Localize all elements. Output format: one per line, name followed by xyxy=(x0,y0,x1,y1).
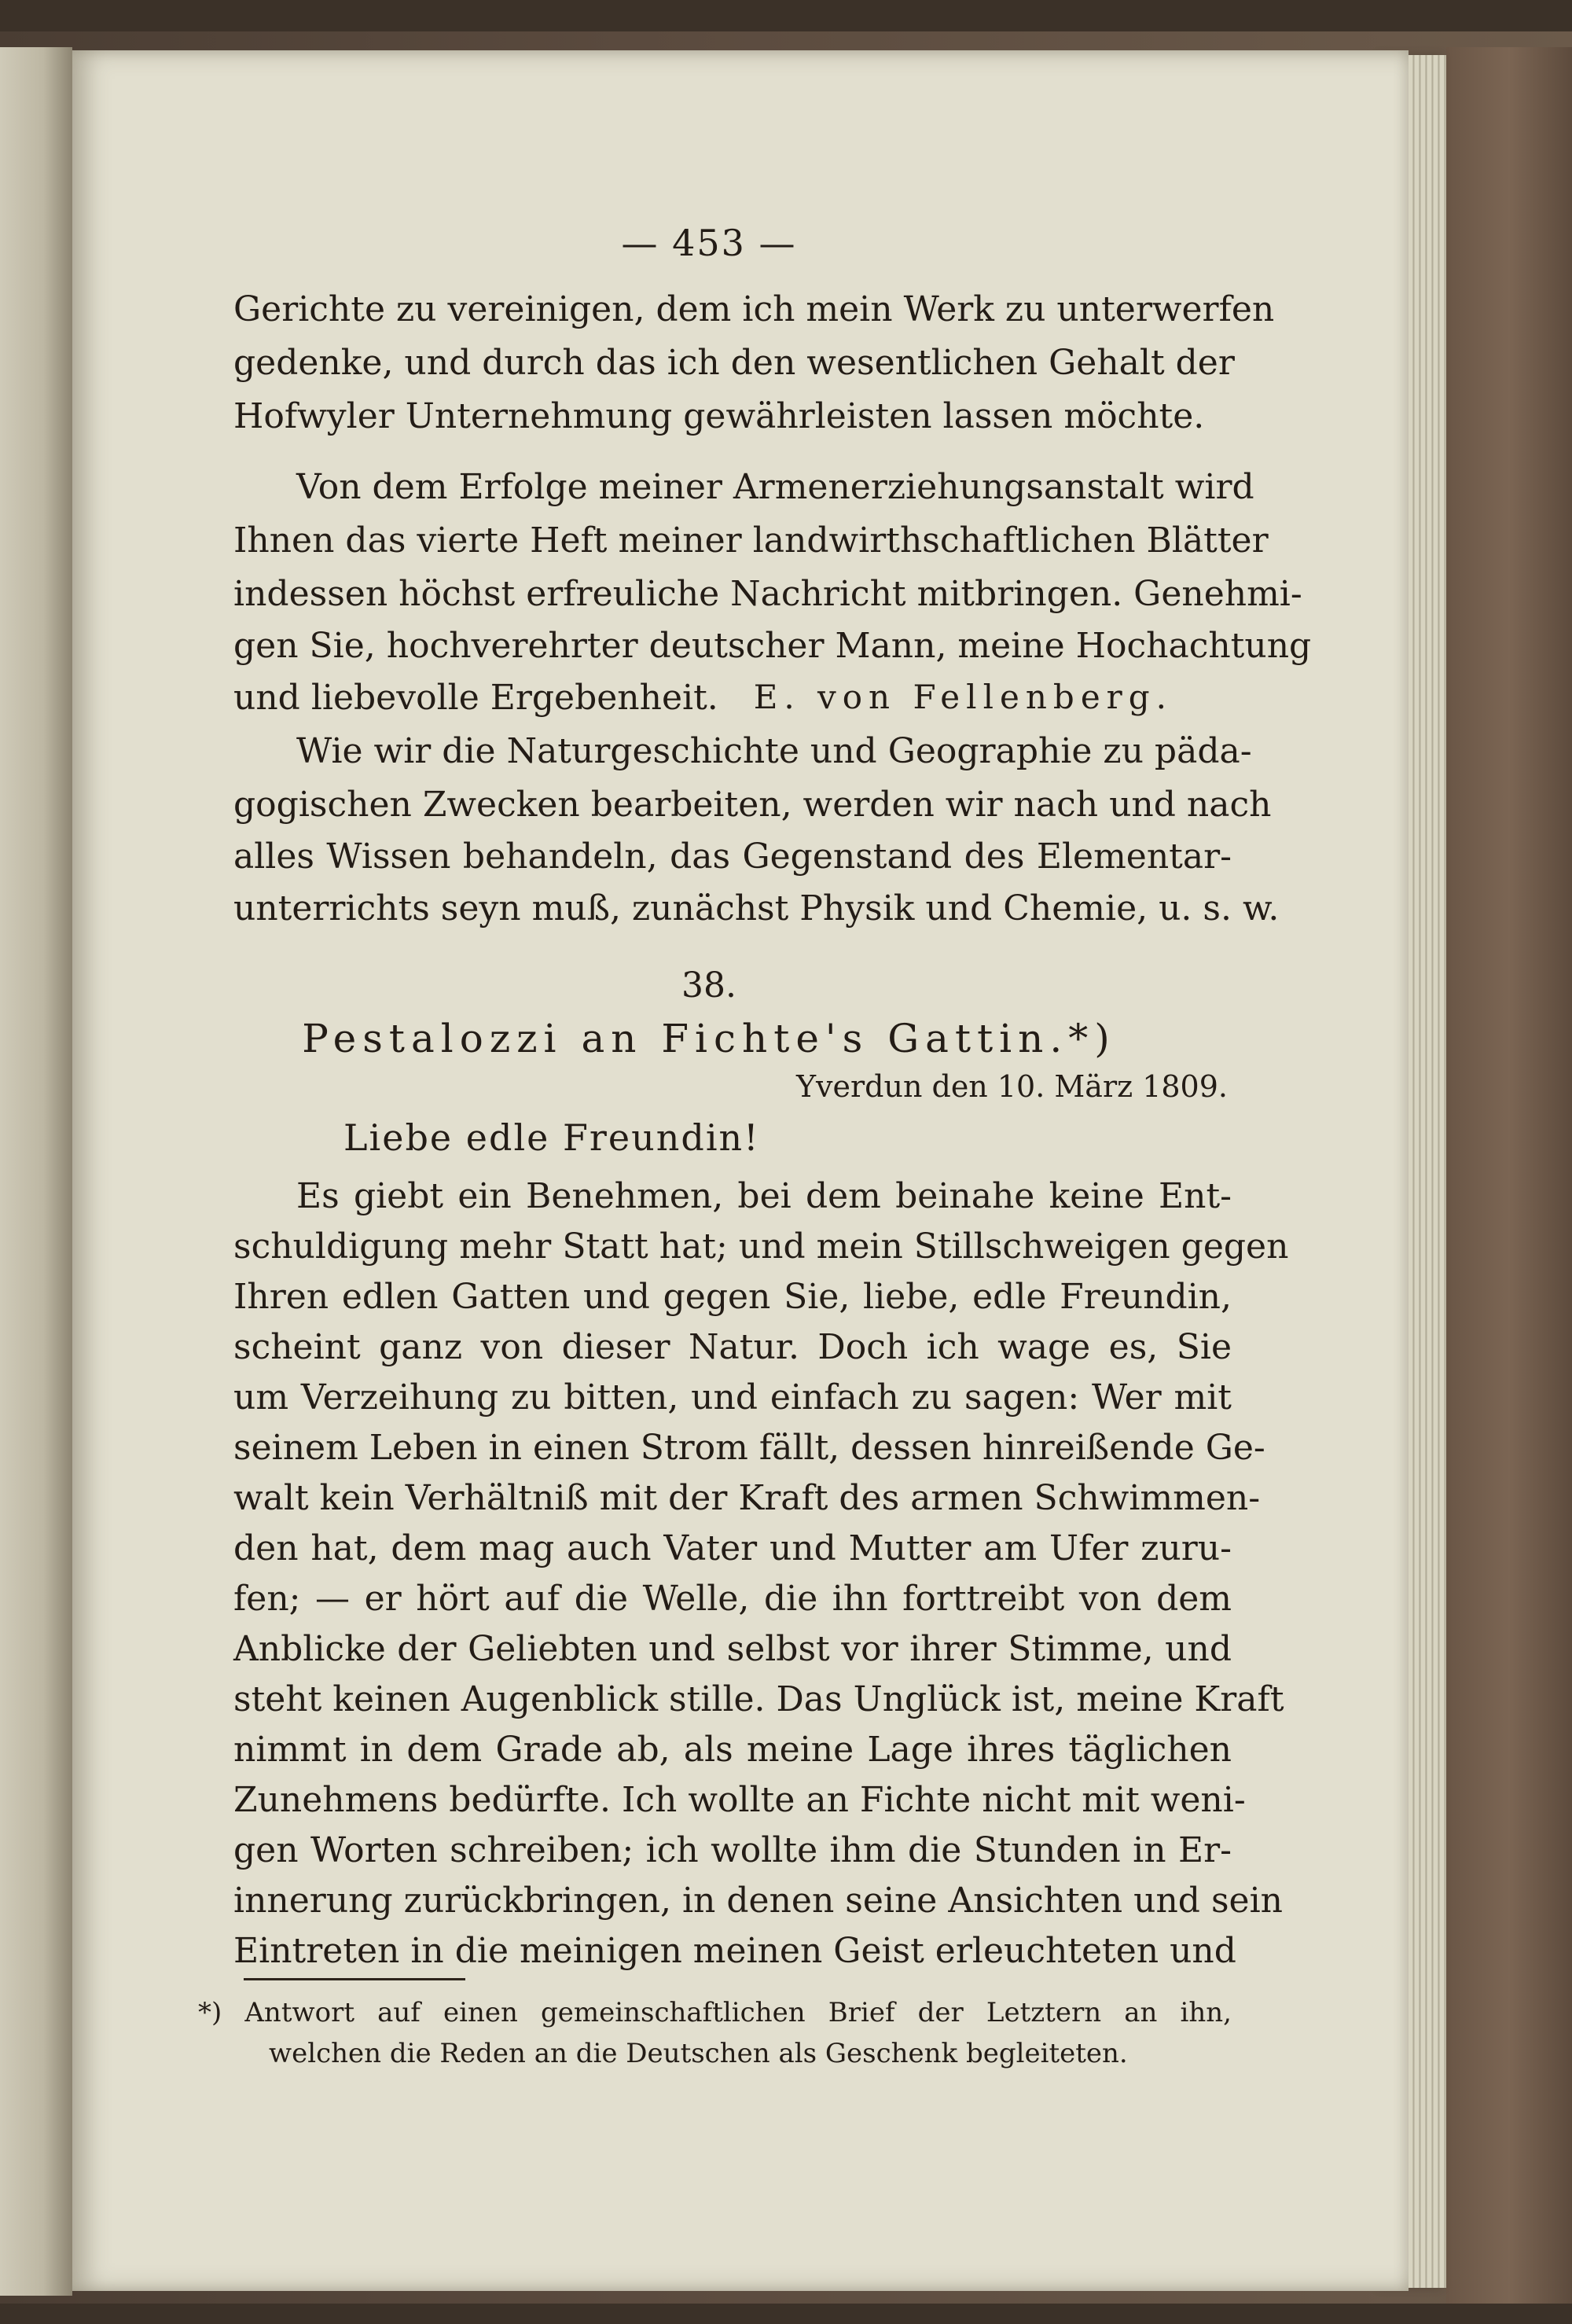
text-line: Ihren edlen Gatten und gegen Sie, liebe, edle Freundin, xyxy=(233,1277,1232,1317)
signature: E. von Fellenberg. xyxy=(753,678,1173,716)
book-cover-right xyxy=(1446,47,1572,2304)
text-line: nimmt in dem Grade ab, als meine Lage ihres täglichen xyxy=(233,1730,1232,1770)
text-line: und liebevolle Ergebenheit. xyxy=(233,678,718,718)
text-line: schuldigung mehr Statt hat; und mein Stillschweigen gegen xyxy=(233,1226,1289,1267)
dateline: Yverdun den 10. März 1809. xyxy=(795,1069,1228,1104)
footnote-line: *) Antwort auf einen gemeinschaftlichen Brief der Letztern an ihn, xyxy=(198,1997,1232,2028)
book-gutter xyxy=(0,47,72,2296)
text-line: innerung zurückbringen, in denen seine Ansichten und sein xyxy=(233,1881,1283,1921)
text-line: um Verzeihung zu bitten, und einfach zu sagen: Wer mit xyxy=(233,1377,1232,1418)
text-line: unterrichts seyn muß, zunächst Physik und Chemie, u. s. w. xyxy=(233,888,1280,928)
text-line: Es giebt ein Benehmen, bei dem beinahe keine Ent- xyxy=(296,1176,1232,1216)
text-line: Anblicke der Geliebten und selbst vor ihrer Stimme, und xyxy=(233,1629,1232,1669)
text-line: scheint ganz von dieser Natur. Doch ich wage es, Sie xyxy=(233,1327,1232,1367)
text-line: Ihnen das vierte Heft meiner landwirthschaftlichen Blätter xyxy=(233,520,1269,561)
footnote-rule xyxy=(244,1978,465,1980)
section-number: 38. xyxy=(681,965,736,1006)
text-line: alles Wissen behandeln, das Gegenstand des Elementar- xyxy=(233,837,1232,877)
text-line: Hofwyler Unternehmung gewährleisten lassen möchte. xyxy=(233,396,1205,436)
footnote-line: welchen die Reden an die Deutschen als Geschenk begleiteten. xyxy=(269,2038,1128,2069)
section-title: Pestalozzi an Fichte's Gattin.*) xyxy=(302,1016,1116,1061)
text-line: seinem Leben in einen Strom fällt, dessen hinreißende Ge- xyxy=(233,1428,1265,1468)
text-line: Gerichte zu vereinigen, dem ich mein Werk zu unterwerfen xyxy=(233,289,1275,329)
text-line: Zunehmens bedürfte. Ich wollte an Fichte nicht mit weni- xyxy=(233,1780,1246,1820)
book-page xyxy=(72,50,1409,2291)
text-line: gogischen Zwecken bearbeiten, werden wir nach und nach xyxy=(233,785,1272,825)
text-line: den hat, dem mag auch Vater und Mutter am Ufer zuru- xyxy=(233,1528,1232,1568)
text-line: indessen höchst erfreuliche Nachricht mitbringen. Genehmi- xyxy=(233,574,1302,614)
text-line: walt kein Verhältniß mit der Kraft des armen Schwimmen- xyxy=(233,1478,1261,1518)
text-line: Von dem Erfolge meiner Armenerziehungsanstalt wird xyxy=(296,467,1254,507)
text-line: Eintreten in die meinigen meinen Geist erleuchteten und xyxy=(233,1931,1236,1971)
text-line: fen; — er hört auf die Welle, die ihn forttreibt von dem xyxy=(233,1579,1232,1619)
page-number: — 453 — xyxy=(621,222,797,264)
text-line: gedenke, und durch das ich den wesentlichen Gehalt der xyxy=(233,343,1235,383)
salutation: Liebe edle Freundin! xyxy=(343,1116,760,1159)
text-line: Wie wir die Naturgeschichte und Geographie zu päda- xyxy=(296,731,1252,771)
text-line: gen Sie, hochverehrter deutscher Mann, meine Hochachtung xyxy=(233,626,1312,666)
text-line: gen Worten schreiben; ich wollte ihm die Stunden in Er- xyxy=(233,1830,1232,1870)
text-line: steht keinen Augenblick stille. Das Unglück ist, meine Kraft xyxy=(233,1679,1284,1719)
